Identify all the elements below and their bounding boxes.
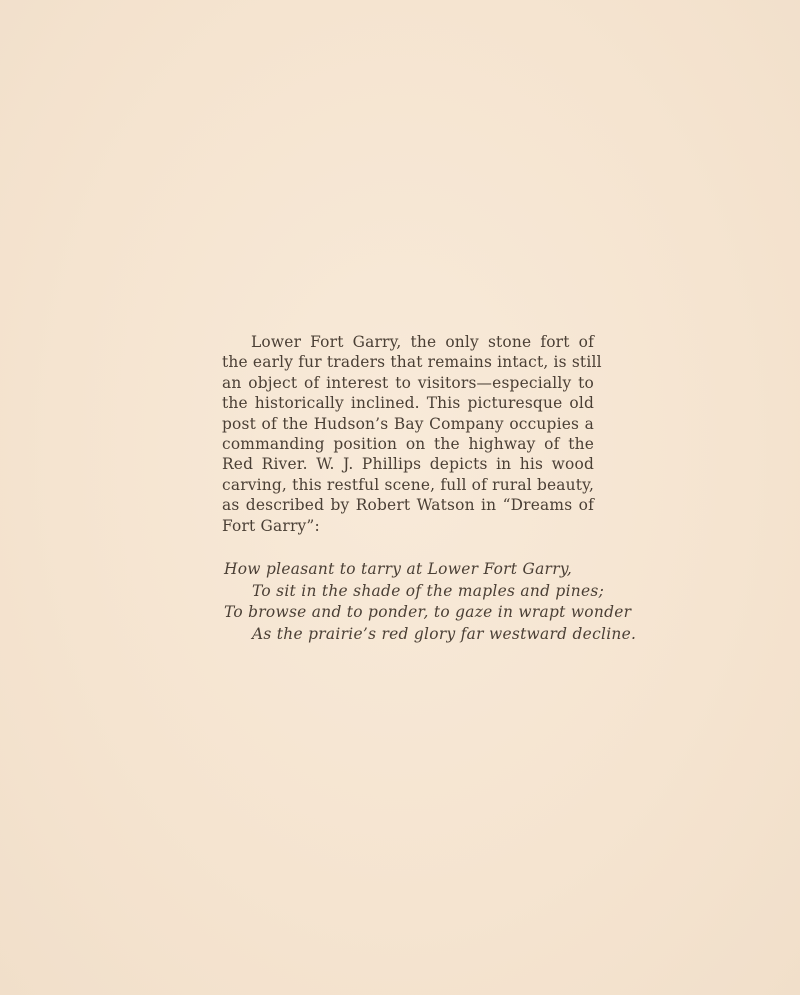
paragraph-line: Red River. W. J. Phillips depicts in his wood [222, 455, 594, 474]
paragraph-line: Fort Garry”: [222, 516, 320, 535]
poem-quotation [224, 559, 637, 645]
paragraph-line: as described by Robert Watson in “Dreams of [222, 496, 594, 515]
poem-line: To sit in the shade of the maples and pines; [252, 581, 605, 600]
body-paragraph [222, 332, 602, 536]
poem-line: To browse and to ponder, to gaze in wrapt wonder [224, 603, 632, 622]
paragraph-line: the early fur traders that remains intact, is still [222, 353, 602, 372]
paragraph-line: carving, this restful scene, full of rural beauty, [222, 475, 595, 494]
paragraph-line: commanding position on the highway of the [222, 435, 594, 454]
poem-line: As the prairie’s red glory far westward decline. [252, 624, 637, 643]
paragraph-line: the historically inclined. This picturesque old [222, 394, 594, 413]
paragraph-line: Lower Fort Garry, the only stone fort of [251, 333, 594, 351]
poem-line: How pleasant to tarry at Lower Fort Garry, [224, 560, 573, 578]
paragraph-line: an object of interest to visitors—especially to [222, 373, 594, 392]
paragraph-line: post of the Hudson’s Bay Company occupies a [222, 414, 594, 433]
